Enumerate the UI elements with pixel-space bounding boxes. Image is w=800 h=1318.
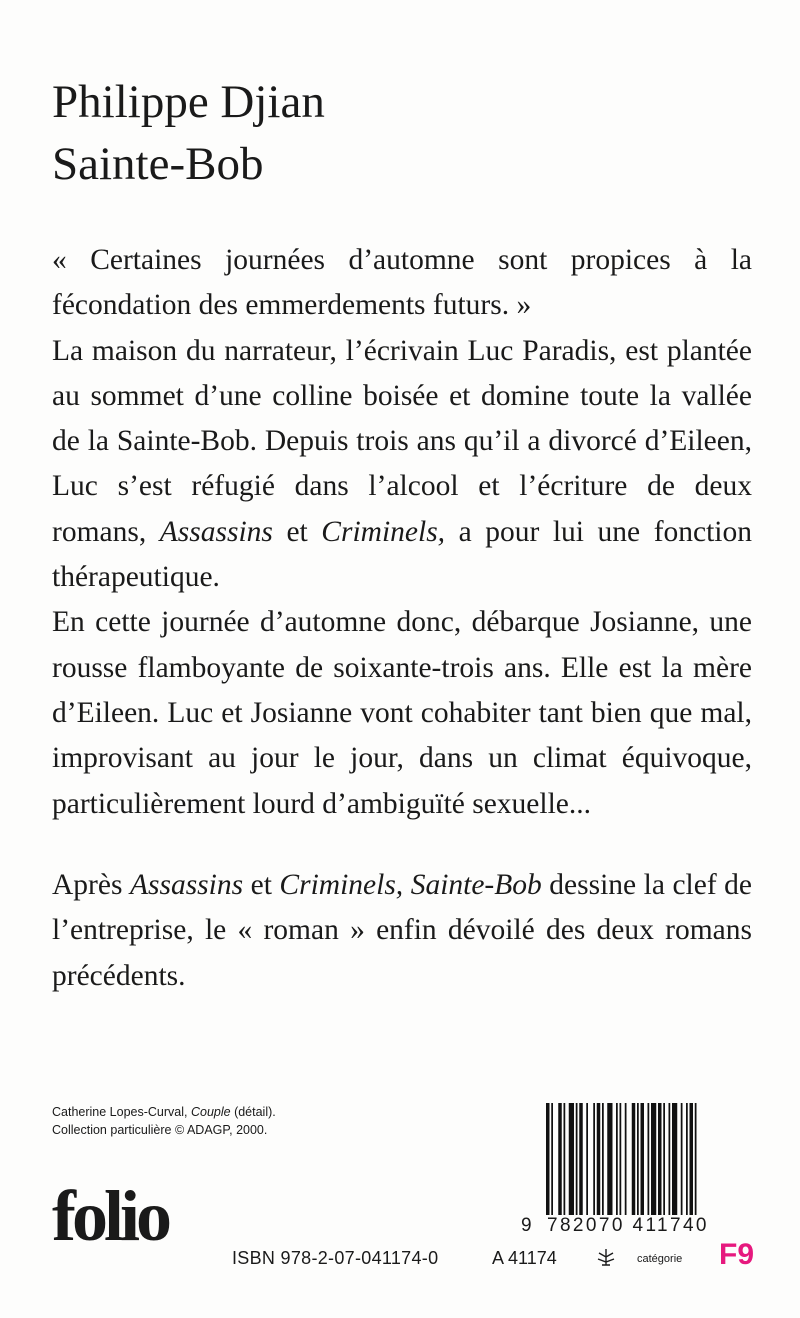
author-name: Philippe Djian xyxy=(52,76,325,128)
barcode-lead-digit: 9 xyxy=(521,1215,532,1236)
blurb-text: a pour lui une fonction thérapeutique. xyxy=(52,515,753,594)
category-code: F9 xyxy=(719,1238,755,1271)
book-reference-sainte-bob: Sainte-Bob xyxy=(410,869,542,901)
credit-artist: Catherine Lopes-Curval, xyxy=(52,1105,191,1119)
closing-text: et xyxy=(243,869,280,901)
image-credit xyxy=(52,1103,276,1139)
folio-logo: folio xyxy=(52,1176,168,1256)
blurb-quote: « Certaines journées d’automne sont propices à la fécondation des emmerdements futurs. » xyxy=(52,244,752,322)
blurb-paragraph-2: En cette journée d’automne donc, débarque Josianne, une rousse flamboyante de soixante-trois ans. Elle est la mère d’Eileen. Luc et Josianne vont cohabiter tant bien que mal, improvisant au jour le jour, dans un climat équivoque, particulièrement lourd d’ambiguïté sexuelle... xyxy=(52,606,752,820)
back-cover-blurb xyxy=(52,238,752,827)
closing-text xyxy=(403,869,411,901)
price-code: A 41174 xyxy=(492,1248,557,1268)
category-label: catégorie xyxy=(637,1253,683,1265)
closing-text: dessine la clef de l’entreprise, le « roman » enfin dévoilé des deux romans précédents. xyxy=(52,869,753,992)
book-reference-assassins: Assassins xyxy=(129,869,244,901)
credit-artwork: Couple xyxy=(190,1105,231,1119)
credit-detail: (détail). xyxy=(230,1105,276,1119)
book-reference-criminels: Criminels, xyxy=(321,515,446,548)
credit-line-2: Collection particulière © ADAGP, 2000. xyxy=(52,1123,268,1137)
blurb-text: La maison du narrateur, l’écrivain Luc Paradis, est plantée au sommet d’une colline boisée et domine toute la vallée de la Sainte-Bob. Depuis trois ans qu’il a divorcé d’Eileen, Luc s’est réfugié dans l’alcool et l’écriture de deux romans, xyxy=(52,334,752,548)
blurb-paragraph-1 xyxy=(52,329,752,601)
closing-paragraph xyxy=(52,863,752,999)
book-reference-assassins: Assassins xyxy=(159,515,273,548)
closing-text: Après xyxy=(52,869,130,901)
book-reference-criminels: Criminels, xyxy=(279,869,404,901)
tree-mark-icon xyxy=(595,1246,617,1268)
blurb-text: et xyxy=(272,515,322,548)
credit-line-1 xyxy=(52,1103,276,1121)
book-title: Sainte-Bob xyxy=(52,138,264,190)
isbn-number: ISBN 978-2-07-041174-0 xyxy=(232,1248,439,1268)
barcode-digits: 782070 411740 xyxy=(547,1215,709,1236)
barcode xyxy=(546,1103,742,1215)
